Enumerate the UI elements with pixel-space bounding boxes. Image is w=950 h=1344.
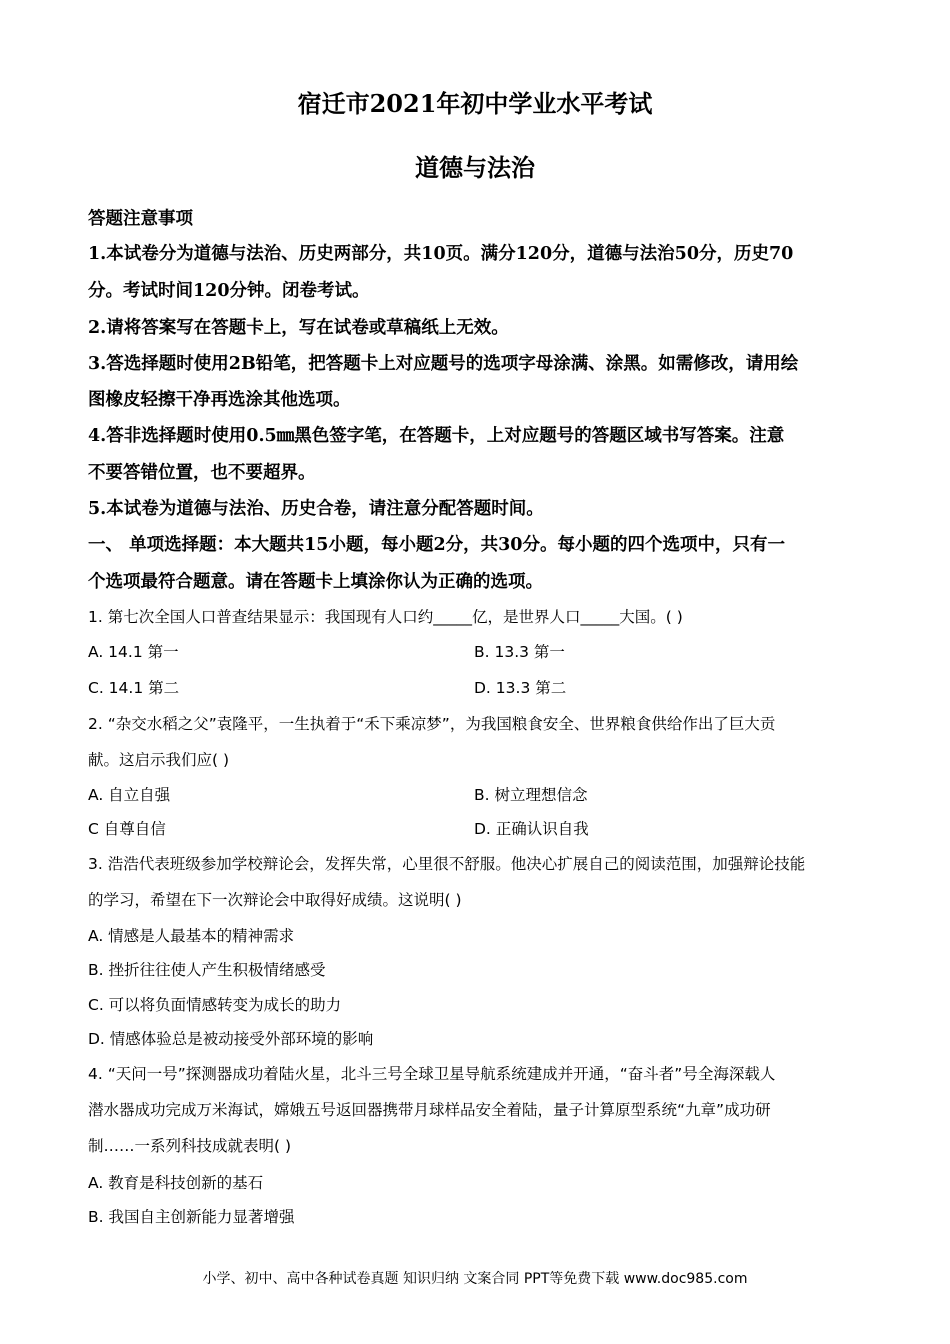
exam-title: 宿迁市2021年初中学业水平考试 xyxy=(297,89,653,118)
page-footer: 小学、初中、高中各种试卷真题 知识归纳 文案合同 PPT等免费下载 www.doc985.com xyxy=(202,1271,748,1287)
question-4-stem: 4. “天问一号”探测器成功着陆火星，北斗三号全球卫星导航系统建成并开通，“奋斗者”号全海深载人 xyxy=(88,1065,776,1083)
question-4-stem: 潜水器成功完成万米海试，嫦娥五号返回器携带月球样品安全着陆，量子计算原型系统“九章”成功研 xyxy=(88,1101,771,1119)
question-3-option-c: C. 可以将负面情感转变为成长的助力 xyxy=(88,996,342,1014)
question-3-option-a: A. 情感是人最基本的精神需求 xyxy=(88,927,295,945)
notes-line: 5.本试卷为道德与法治、历史合卷，请注意分配答题时间。 xyxy=(88,499,544,519)
question-3-stem: 3. 浩浩代表班级参加学校辩论会，发挥失常，心里很不舒服。他决心扩展自己的阅读范围，加强辩论技能 xyxy=(88,855,806,873)
notes-heading: 答题注意事项 xyxy=(88,209,193,229)
notes-line: 3.答选择题时使用2B铅笔，把答题卡上对应题号的选项字母涂满、涂黑。如需修改，请用绘 xyxy=(88,354,799,374)
notes-line: 图橡皮轻擦干净再选涂其他选项。 xyxy=(88,390,351,410)
question-4-stem: 制……一系列科技成就表明( ) xyxy=(88,1137,292,1155)
question-3-option-d: D. 情感体验总是被动接受外部环境的影响 xyxy=(88,1030,374,1048)
question-3-stem: 的学习，希望在下一次辩论会中取得好成绩。这说明( ) xyxy=(88,891,462,909)
question-2-stem: 献。这启示我们应( ) xyxy=(88,751,230,769)
question-2-option-a: A. 自立自强 xyxy=(88,786,171,804)
question-4-option-b: B. 我国自主创新能力显著增强 xyxy=(88,1208,295,1226)
question-3-option-b: B. 挫折往往使人产生积极情绪感受 xyxy=(88,961,326,979)
notes-line: 2.请将答案写在答题卡上，写在试卷或草稿纸上无效。 xyxy=(88,318,509,338)
question-1-option-c: C. 14.1 第二 xyxy=(88,679,180,697)
section-heading: 一、 单项选择题：本大题共15小题，每小题2分，共30分。每小题的四个选项中，只有一 xyxy=(88,535,785,555)
question-1-option-d: D. 13.3 第二 xyxy=(474,679,567,697)
section-heading: 个选项最符合题意。请在答题卡上填涂你认为正确的选项。 xyxy=(88,572,543,592)
question-4-option-a: A. 教育是科技创新的基石 xyxy=(88,1174,264,1192)
question-2-option-b: B. 树立理想信念 xyxy=(474,786,588,804)
notes-line: 分。考试时间120分钟。闭卷考试。 xyxy=(88,281,370,301)
question-2-option-d: D. 正确认识自我 xyxy=(474,820,589,838)
question-1-option-b: B. 13.3 第一 xyxy=(474,643,565,661)
notes-line: 1.本试卷分为道德与法治、历史两部分，共10页。满分120分，道德与法治50分，历史70 xyxy=(88,244,794,264)
question-1-option-a: A. 14.1 第一 xyxy=(88,643,179,661)
question-2-option-c: C 自尊自信 xyxy=(88,820,166,838)
question-2-stem: 2. “杂交水稻之父”袁隆平，一生执着于“禾下乘凉梦”，为我国粮食安全、世界粮食供给作出了巨大贡 xyxy=(88,715,776,733)
notes-line: 4.答非选择题时使用0.5㎜黑色签字笔，在答题卡，上对应题号的答题区域书写答案。注意 xyxy=(88,426,785,446)
exam-subject: 道德与法治 xyxy=(415,153,535,182)
question-1-stem: 1. 第七次全国人口普查结果显示：我国现有人口约_____亿，是世界人口_____大国。( ) xyxy=(88,608,683,626)
notes-line: 不要答错位置，也不要超界。 xyxy=(88,463,316,483)
